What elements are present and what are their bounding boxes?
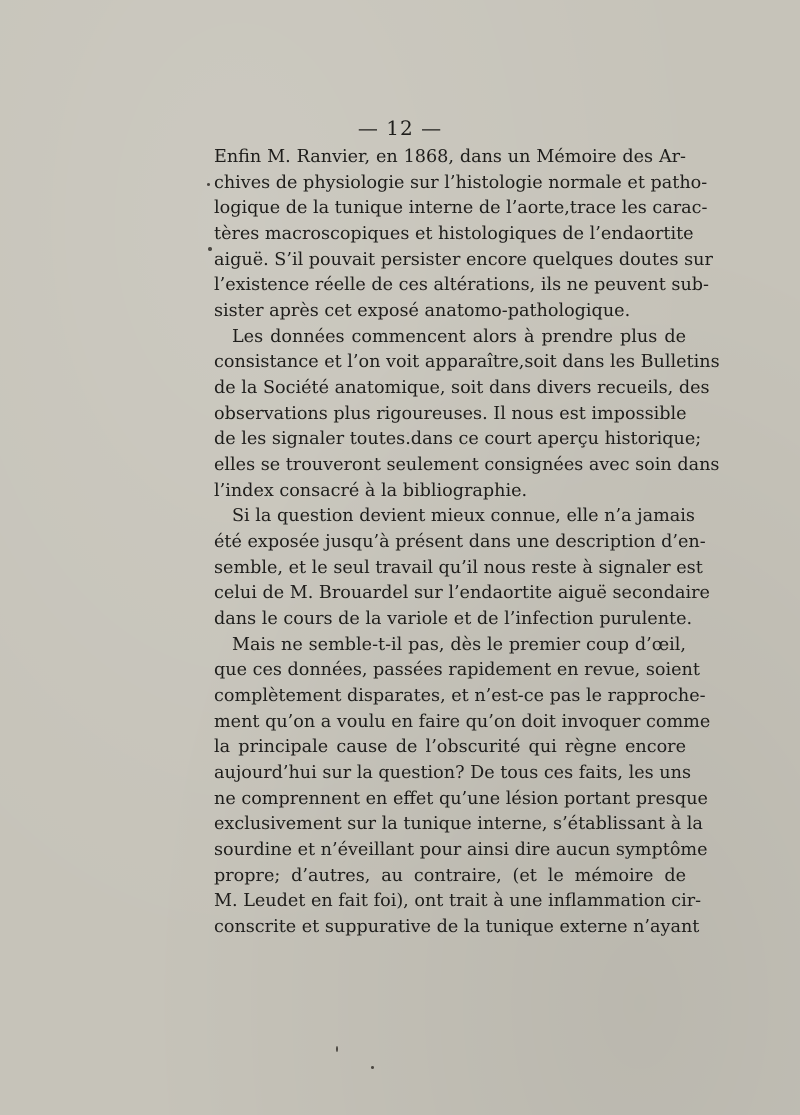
text-line: elles se trouveront seulement consignées avec soin dans	[214, 455, 720, 476]
text-line: observations plus rigoureuses. Il nous est impossible	[214, 403, 687, 424]
text-line: sourdine et n’éveillant pour ainsi dire aucun symptôme	[214, 840, 708, 861]
paragraph-start-line: Si la question devient mieux connue, elle n’a jamais	[232, 506, 695, 527]
text-line: consistance et l’on voit apparaître,soit dans les Bulletins	[214, 352, 720, 373]
text-line: l’index consacré à la bibliographie.	[214, 480, 528, 501]
text-line: la principale cause de l’obscurité qui règne encore	[214, 737, 686, 758]
text-line: exclusivement sur la tunique interne, s’établissant à la	[214, 814, 703, 835]
text-line: été exposée jusqu’à présent dans une description d’en-	[214, 532, 706, 553]
paper-speck	[336, 1046, 338, 1052]
paper-speck	[208, 247, 212, 251]
text-line: logique de la tunique interne de l’aorte,trace les carac-	[214, 198, 708, 219]
text-line: celui de M. Brouardel sur l’endaortite aiguë secondaire	[214, 583, 710, 604]
text-line: complètement disparates, et n’est-ce pas le rapproche-	[214, 686, 706, 707]
text-line: Enfin M. Ranvier, en 1868, dans un Mémoire des Ar-	[214, 147, 686, 167]
text-line: semble, et le seul travail qu’il nous reste à signaler est	[214, 557, 703, 578]
text-line: l’existence réelle de ces altérations, ils ne peuvent sub-	[214, 275, 709, 296]
paper-speck	[207, 183, 210, 186]
paragraph-start-line: Les données commencent alors à prendre plus de	[232, 326, 686, 347]
text-line: ne comprennent en effet qu’une lésion portant presque	[214, 788, 708, 809]
text-line: que ces données, passées rapidement en revue, soient	[214, 660, 700, 681]
text-line: M. Leudet en fait foi), ont trait à une inflammation cir-	[214, 891, 702, 912]
text-line: propre; d’autres, au contraire, (et le mémoire de	[214, 865, 686, 886]
text-line: aujourd’hui sur la question? De tous ces faits, les uns	[214, 763, 691, 784]
text-line: tères macroscopiques et histologiques de l’endaortite	[214, 224, 694, 245]
text-line: aiguë. S’il pouvait persister encore quelques doutes sur	[214, 249, 713, 270]
paragraph-start-line: Mais ne semble-t-il pas, dès le premier coup d’œil,	[232, 634, 686, 655]
text-line: de les signaler toutes.dans ce court aperçu historique;	[214, 429, 702, 450]
text-line: dans le cours de la variole et de l’infection purulente.	[214, 609, 693, 630]
text-line: conscrite et suppurative de la tunique externe n’ayant	[214, 917, 700, 938]
text-line: sister après cet exposé anatomo-pathologique.	[214, 301, 631, 322]
text-line: ment qu’on a voulu en faire qu’on doit invoquer comme	[214, 711, 711, 732]
body-text	[214, 145, 720, 941]
text-line: chives de physiologie sur l’histologie normale et patho-	[214, 172, 708, 193]
page-number: — 12 —	[357, 116, 443, 140]
paper-speck	[371, 1066, 374, 1069]
text-line: de la Société anatomique, soit dans divers recueils, des	[214, 378, 710, 399]
